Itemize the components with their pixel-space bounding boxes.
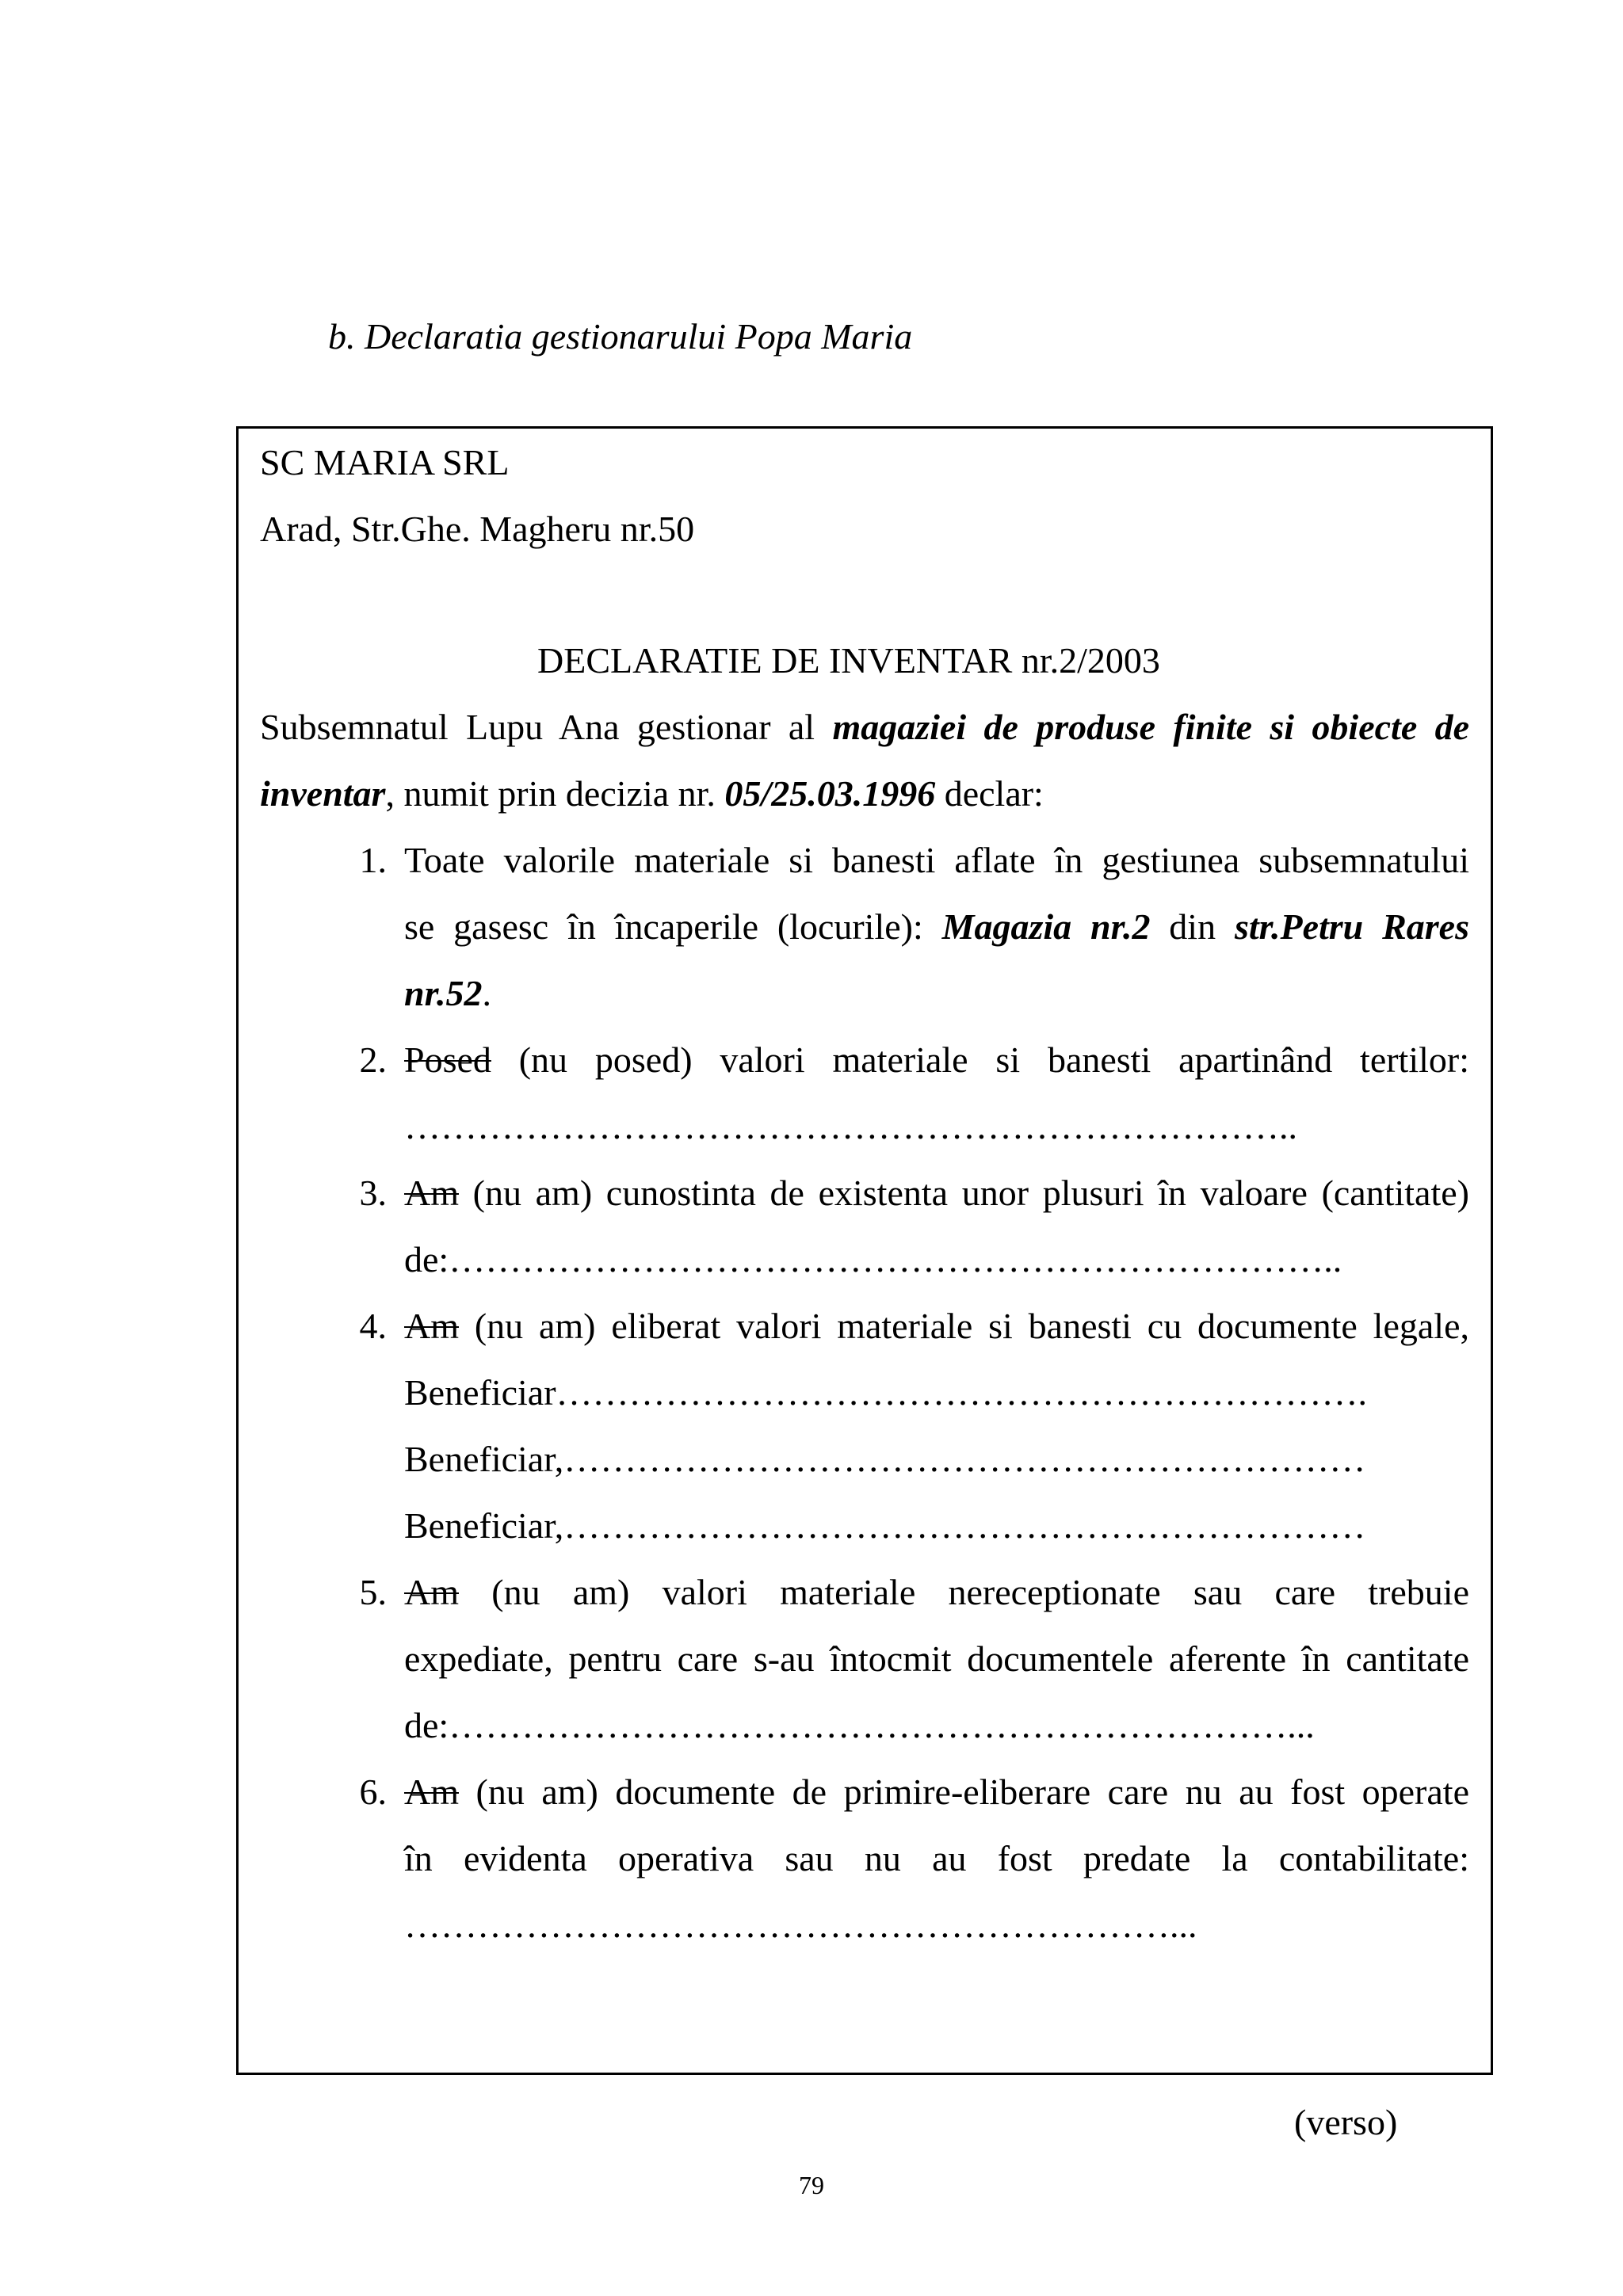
declaration-title: DECLARATIE DE INVENTAR nr.2/2003 [537,640,1160,681]
page-number: 79 [799,2171,824,2199]
item-3-number: 3. [359,1173,387,1213]
item-1-text-mid: din [1150,906,1235,947]
item-3-struck-word: Am [404,1173,459,1213]
company-name: SC MARIA SRL [260,442,510,482]
item-5-dotted-line: de:……………………………………………………………... [404,1705,1315,1745]
item-1-line-3 [404,971,491,1016]
item-2-struck-word: Posed [404,1039,491,1080]
item-1-street-number: nr.52 [404,973,483,1013]
beneficiary-line-1: Beneficiar…………………………………………………………. [404,1372,1368,1413]
item-1-text: se gasesc în încaperile (locurile): [404,906,942,947]
item-6-struck-word: Am [404,1772,459,1812]
intro-line-2 [260,772,1044,816]
item-6-line-2: în evidenta operativa sau nu au fost predate la contabilitate: [404,1838,1469,1878]
item-6-number: 6. [359,1772,387,1812]
item-1-line-1: Toate valorile materiale si banesti aflate în gestiunea subsemnatului [404,840,1469,880]
item-6-text: (nu am) documente de primire-eliberare care nu au fost operate [459,1772,1469,1812]
intro-warehouse-name-cont: inventar [260,773,386,814]
item-1-location: Magazia nr.2 [941,906,1151,947]
intro-line-1 [260,705,1469,749]
section-heading: b. Declaratia gestionarului Popa Maria [328,316,913,357]
item-6-dotted-line: ………………………………………………………... [404,1905,1197,1945]
intro-text-2: , numit prin decizia nr. [385,773,725,814]
beneficiary-line-2: Beneficiar,………………………………………………………… [404,1439,1366,1479]
item-3-dotted-line: de:……………………………………………………………….. [404,1239,1342,1280]
item-2-number: 2. [359,1039,387,1080]
item-6-line-1 [404,1770,1469,1814]
intro-text: Subsemnatul Lupu Ana gestionar al [260,707,833,747]
item-3-text: (nu am) cunostinta de existenta unor plusuri în valoare (cantitate) [459,1173,1469,1213]
item-2-dotted-line: ……………………………………………………………….. [404,1106,1297,1146]
item-1-line-2 [404,905,1469,949]
item-4-struck-word: Am [404,1306,459,1346]
beneficiary-line-3: Beneficiar,………………………………………………………… [404,1505,1366,1546]
item-1-period: . [482,973,491,1013]
item-5-text: (nu am) valori materiale nereceptionate sau care trebuie [459,1572,1469,1612]
decision-number: 05/25.03.1996 [724,773,936,814]
verso-note: (verso) [1294,2102,1398,2142]
item-5-line-2: expediate, pentru care s-au întocmit documentele aferente în cantitate [404,1638,1469,1679]
item-5-struck-word: Am [404,1572,459,1612]
item-1-number: 1. [359,840,387,880]
item-5-number: 5. [359,1572,387,1612]
item-4-text: (nu am) eliberat valori materiale si banesti cu documente legale, [459,1306,1469,1346]
company-address: Arad, Str.Ghe. Magheru nr.50 [260,509,695,549]
item-4-number: 4. [359,1306,387,1346]
item-2-text: (nu posed) valori materiale si banesti apartinând tertilor: [491,1039,1469,1080]
item-2-line-1 [404,1038,1469,1082]
item-3-line-1 [404,1171,1469,1215]
item-5-line-1 [404,1570,1469,1615]
intro-text-3: declar: [935,773,1044,814]
intro-warehouse-name: magaziei de produse finite si obiecte de [832,707,1469,747]
item-4-line-1 [404,1304,1469,1348]
item-1-street: str.Petru Rares [1234,906,1470,947]
